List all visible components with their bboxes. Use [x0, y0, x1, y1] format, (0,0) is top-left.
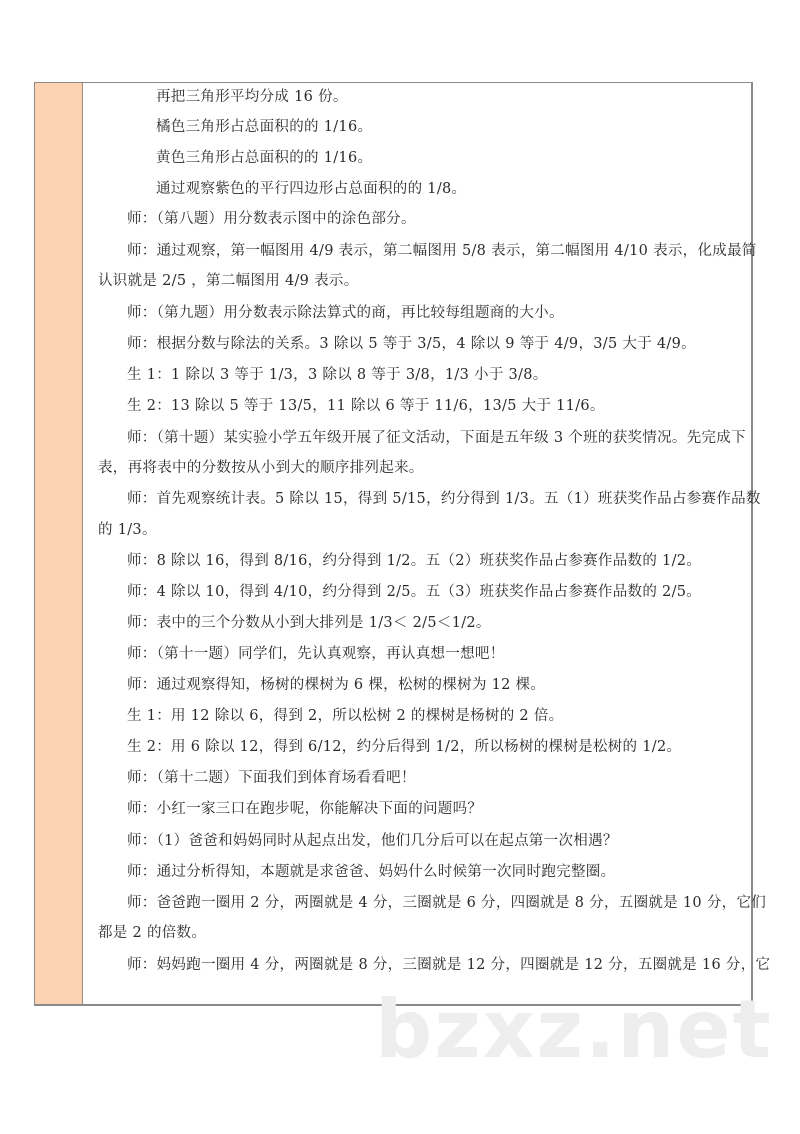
side-label-cell — [35, 83, 83, 1004]
text-line: 通过观察紫色的平行四边形占总面积的的 1/8。 — [156, 181, 467, 197]
lesson-content-cell — [83, 83, 771, 1004]
watermark: bzxz.net — [375, 983, 773, 1076]
text-line: 都是 2 的倍数。 — [98, 925, 207, 941]
text-line: 师：（第八题）用分数表示图中的涂色部分。 — [127, 211, 416, 227]
lesson-table — [34, 82, 771, 1006]
text-line: 认识就是 2/5 ，第二幅图用 4/9 表示。 — [98, 273, 359, 289]
text-line: 的 1/3。 — [98, 522, 157, 538]
text-line: 师：表中的三个分数从小到大排列是 1/3＜ 2/5＜1/2。 — [127, 615, 491, 631]
text-line: 生 1：用 12 除以 6，得到 2，所以松树 2 的棵树是杨树的 2 倍。 — [127, 708, 564, 724]
text-line: 师：小红一家三口在跑步呢，你能解决下面的问题吗？ — [127, 801, 483, 817]
text-line: 师：（第十二题）下面我们到体育场看看吧！ — [127, 770, 416, 786]
text-line: 师：爸爸跑一圈用 2 分，两圈就是 4 分，三圈就是 6 分，四圈就是 8 分，五圈就是 10 分，它们 — [127, 895, 767, 911]
text-line: 师：8 除以 16，得到 8/16，约分得到 1/2。五（2）班获奖作品占参赛作品数的 1/2。 — [127, 553, 702, 569]
text-line: 师：通过观察，第一幅图用 4/9 表示，第二幅图用 5/8 表示，第二幅图用 4/10 表示，化成最简 — [127, 243, 757, 259]
text-line: 橘色三角形占总面积的的 1/16。 — [156, 119, 373, 135]
text-line: 再把三角形平均分成 16 份。 — [156, 89, 348, 105]
text-line: 黄色三角形占总面积的的 1/16。 — [156, 150, 373, 166]
text-line: 师：根据分数与除法的关系。3 除以 5 等于 3/5，4 除以 9 等于 4/9，3/5 大于 4/9。 — [127, 336, 696, 352]
text-line: 师：妈妈跑一圈用 4 分，两圈就是 8 分，三圈就是 12 分，四圈就是 12 分，五圈就是 16 分，它 — [127, 957, 771, 973]
text-line: 师：（1）爸爸和妈妈同时从起点出发，他们几分后可以在起点第一次相遇？ — [127, 833, 618, 849]
text-line: 表，再将表中的分数按从小到大的顺序排列起来。 — [98, 460, 424, 476]
text-line: 师：（第十一题）同学们，先认真观察，再认真想一想吧！ — [127, 646, 505, 662]
text-line: 生 1：1 除以 3 等于 1/3，3 除以 8 等于 3/8，1/3 小于 3/8。 — [127, 367, 548, 383]
text-line: 师：（第十题）某实验小学五年级开展了征文活动，下面是五年级 3 个班的获奖情况。先完成下 — [127, 430, 746, 446]
text-line: 师：4 除以 10，得到 4/10，约分得到 2/5。五（3）班获奖作品占参赛作品数的 2/5。 — [127, 584, 702, 600]
text-line: 生 2：13 除以 5 等于 13/5，11 除以 6 等于 11/6，13/5 大于 11/6。 — [127, 398, 605, 414]
text-line: 师：通过观察得知，杨树的棵树为 6 棵，松树的棵树为 12 棵。 — [127, 677, 546, 693]
text-line: 师：（第九题）用分数表示除法算式的商，再比较每组题商的大小。 — [127, 305, 564, 321]
text-line: 师：首先观察统计表。5 除以 15，得到 5/15，约分得到 1/3。五（1）班获奖作品占参赛作品数 — [127, 491, 761, 507]
text-line: 师：通过分析得知，本题就是求爸爸、妈妈什么时候第一次同时跑完整圈。 — [127, 864, 616, 880]
text-line: 生 2：用 6 除以 12，得到 6/12，约分后得到 1/2，所以杨树的棵树是松树的 1/2。 — [127, 739, 682, 755]
